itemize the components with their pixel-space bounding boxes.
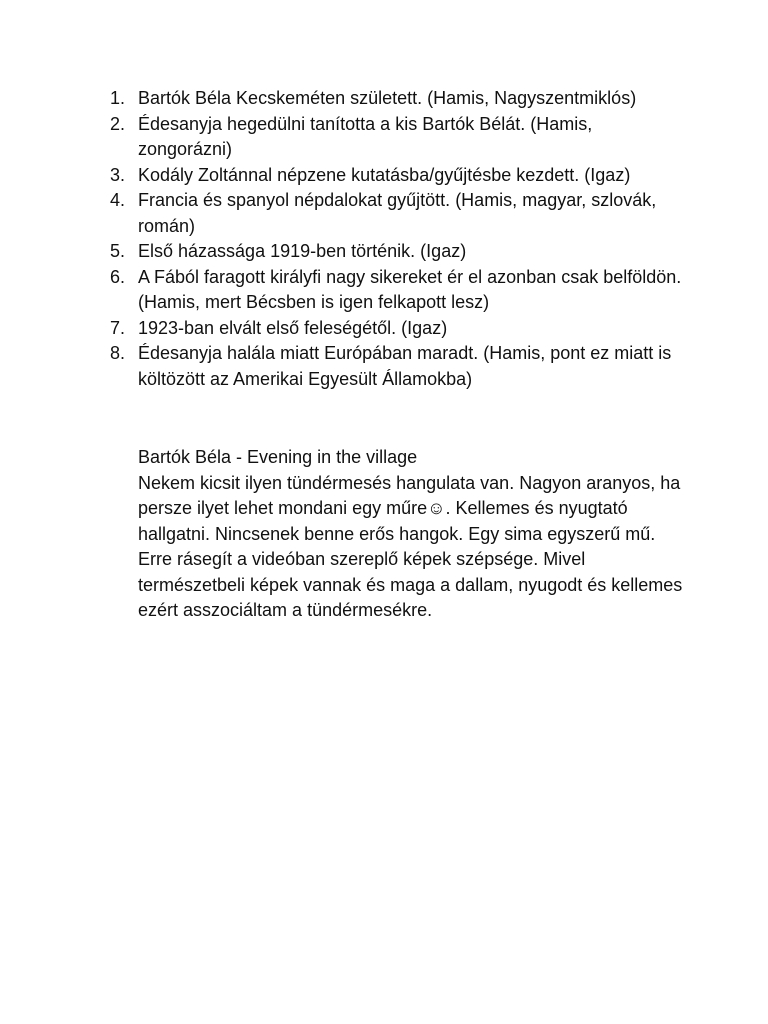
item-number: 7. xyxy=(110,317,126,338)
item-number: 3. xyxy=(110,164,126,185)
item-text: Kodály Zoltánnal népzene kutatásba/gyűjtésbe kezdett. (Igaz) xyxy=(138,164,631,185)
list-item xyxy=(110,188,690,239)
list-item xyxy=(110,239,690,265)
item-number: 6. xyxy=(110,266,126,287)
item-number: 8. xyxy=(110,343,126,363)
list-item xyxy=(110,341,690,392)
item-number: 2. xyxy=(110,113,126,134)
list-item xyxy=(110,316,690,342)
list-item xyxy=(110,112,690,163)
item-text: 1923-ban elvált első feleségétől. (Igaz) xyxy=(138,317,448,338)
essay-title: Bartók Béla - Evening in the village xyxy=(138,447,418,467)
true-false-list xyxy=(110,86,690,392)
item-text: Francia és spanyol népdalokat gyűjtött. (Hamis, magyar, szlovák, román) xyxy=(138,190,657,236)
item-text: A Fából faragott királyfi nagy sikereket ér el azonban csak belföldön. (Hamis, mert Bécsben is igen felkapott lesz) xyxy=(138,266,682,312)
item-number: 4. xyxy=(110,190,126,210)
item-text: Édesanyja hegedülni tanította a kis Bartók Bélát. (Hamis, zongorázni) xyxy=(138,113,593,159)
list-item xyxy=(110,265,690,316)
item-number: 1. xyxy=(110,88,126,108)
item-text: Édesanyja halála miatt Európában maradt. (Hamis, pont ez miatt is költözött az Amerikai Egyesült Államokba) xyxy=(138,343,672,389)
essay-section xyxy=(138,445,690,624)
essay-paragraph: Nekem kicsit ilyen tündérmesés hangulata van. Nagyon aranyos, ha persze ilyet lehet mondani egy műre☺. Kellemes és nyugtató hallgatni. Nincsenek benne erős hangok. Egy sima egyszerű mű. Erre rásegít a videóban szereplő képek szépsége. Mivel természetbeli képek vannak és maga a dallam, nyugodt és kellemes ezért asszociáltam a tündérmesékre. xyxy=(138,472,683,620)
list-item xyxy=(110,163,690,189)
list-item xyxy=(110,86,690,112)
item-text: Bartók Béla Kecskeméten született. (Hamis, Nagyszentmiklós) xyxy=(138,88,637,108)
item-number: 5. xyxy=(110,241,126,261)
item-text: Első házassága 1919-ben történik. (Igaz) xyxy=(138,241,467,261)
